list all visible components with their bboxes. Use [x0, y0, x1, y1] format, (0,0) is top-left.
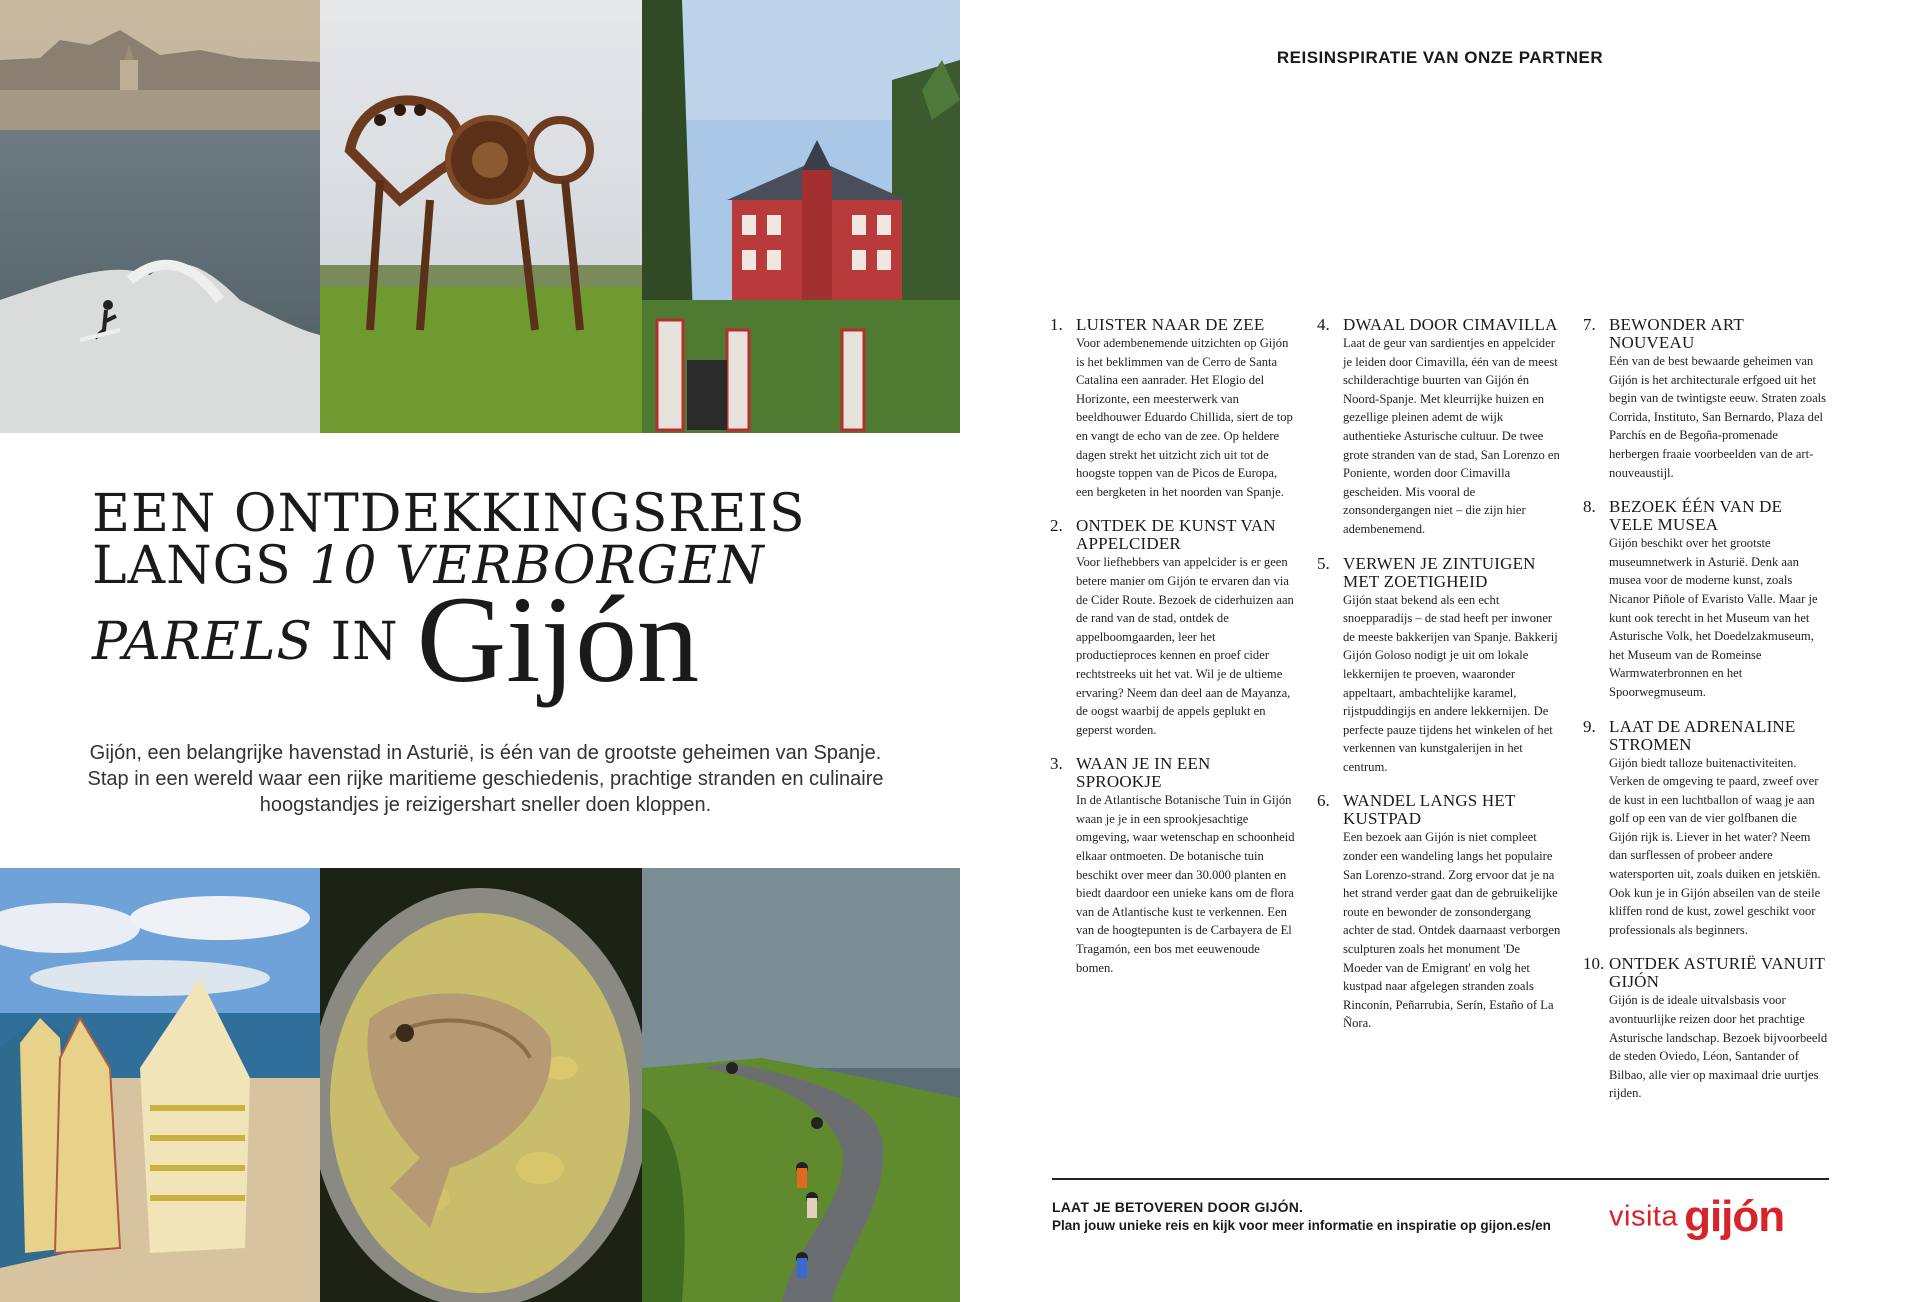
item-number: 10.	[1583, 954, 1605, 974]
item-text: Eén van de best bewaarde geheimen van Gijón is het architecturale erfgoed uit het begin van de twintigste eeuw. Straten zoals Corrida, Instituto, San Bernardo, Plaza del Parchís en de Begoña-promenade herbergen fraaie voorbeelden van de art-nouveaustijl.	[1609, 354, 1827, 480]
list-item	[1050, 755, 1295, 977]
list-item	[1317, 792, 1562, 1033]
photo-horse-sculpture	[320, 0, 642, 433]
logo-word-1: visita	[1609, 1200, 1679, 1233]
headline	[92, 484, 952, 708]
item-text: Voor liefhebbers van appelcider is er geen betere manier om Gijón te ervaren dan via de Cider Route. Bezoek de ciderhuizen aan de rand van de stad, ontdek de appelboomgaarden, leer het productieproces kennen en proef cider rechtstreeks uit het vat. Wil je de ultieme ervaring? Neem dan deel aan de Mayanza, de oogst waarbij de appels geplukt en geperst worden.	[1076, 555, 1294, 737]
list-item	[1583, 498, 1828, 701]
column-3	[1583, 316, 1828, 1119]
item-text: Voor adembenemende uitzichten op Gijón is het beklimmen van de Cerro de Santa Catalina een aanrader. Het Elogio del Horizonte, een meesterwerk van beeldhouwer Eduardo Chillida, siert de top en vangt de echo van de zee. Op heldere dagen strekt het uitzicht zich uit tot de hoogste toppen van de Picos de Europa, een bergketen in het noorden van Spanje.	[1076, 336, 1293, 499]
item-number: 9.	[1583, 716, 1596, 736]
list-item	[1583, 718, 1828, 940]
partner-label: REISINSPIRATIE VAN ONZE PARTNER	[1276, 48, 1604, 67]
item-number: 5.	[1317, 553, 1330, 573]
item-title: LAAT DE ADRENALINE STROMEN	[1609, 716, 1796, 754]
headline-line-3-a: PARELS	[92, 612, 314, 672]
item-title: VERWEN JE ZINTUIGEN MET ZOETIGHEID	[1343, 553, 1536, 591]
item-text: Gijón is de ideale uitvalsbasis voor avontuurlijke reizen door het prachtige Asturische landschap. Bezoek bijvoorbeeld de steden Oviedo, Léon, Santander of Bilbao, alle vier op maximaal drie uurtjes rijden.	[1609, 993, 1828, 1101]
list-item	[1050, 517, 1295, 739]
item-title: WANDEL LANGS HET KUSTPAD	[1343, 791, 1516, 829]
photo-palace	[642, 0, 960, 433]
item-title: BEWONDER ART NOUVEAU	[1609, 315, 1744, 352]
intro-text: Gijón, een belangrijke havenstad in Asturië, is één van de grootste geheimen van Spanje. Stap in een wereld waar een rijke maritieme geschiedenis, prachtige stranden en culinaire hoogstandjes je reizigershart sneller doen kloppen.	[87, 742, 884, 816]
headline-line-3-b: IN	[313, 612, 399, 672]
item-title: DWAAL DOOR CIMAVILLA	[1343, 315, 1558, 334]
footer-divider	[1052, 1178, 1829, 1180]
item-title: LUISTER NAAR DE ZEE	[1076, 315, 1265, 334]
logo-word-2: gijón	[1684, 1192, 1785, 1241]
item-number: 3.	[1050, 754, 1063, 774]
photo-beach-tents	[0, 868, 320, 1302]
item-text: In de Atlantische Botanische Tuin in Gijón waan je je in een sprookjesachtige omgeving, waar wetenschap en schoonheid elkaar ontmoeten. De botanische tuin beschikt over meer dan 30.000 planten en biedt daardoor een unieke kans om de flora van de Atlantische kust te verkennen. Een van de hoogtepunten is de Carbayera de El Tragamón, een bos met eeuwenoude bomen.	[1076, 793, 1295, 975]
item-number: 2.	[1050, 516, 1063, 536]
footer-title: LAAT JE BETOVEREN DOOR GIJÓN.	[1052, 1199, 1304, 1215]
item-number: 4.	[1317, 315, 1330, 334]
list-item	[1583, 316, 1828, 482]
item-number: 6.	[1317, 791, 1330, 811]
item-text: Gijón biedt talloze buitenactiviteiten. Verken de omgeving te paard, zweef over de kust in een luchtballon of waag je aan golf op een van de vier golfbanen die Gijón rijk is. Liever in het water? Neem dan surflessen of probeer andere watersporten uit, zoals duiken en jetskiën. Ook kun je in Gijón abseilen van de steile kliffen rond de kust, zowel geschikt voor professionals als beginners.	[1609, 755, 1821, 937]
list-item	[1583, 955, 1828, 1103]
item-number: 1.	[1050, 315, 1063, 334]
footer-text[interactable]: Plan jouw unieke reis en kijk voor meer informatie en inspiratie op gijon.es/en	[1052, 1218, 1551, 1233]
visita-gijon-logo	[1609, 1192, 1834, 1252]
photo-cyclists	[642, 868, 960, 1302]
item-title: ONTDEK DE KUNST VAN APPELCIDER	[1076, 516, 1276, 554]
item-text: Laat de geur van sardientjes en appelcider je leiden door Cimavilla, één van de meest schilderachtige buurten van Gijón én Noord-Spanje. Met kleurrijke huizen en gezellige pleinen ademt de wijk authentieke Asturische cultuur. De twee grote stranden van de stad, San Lorenzo en Poniente, worden door Cimavilla gescheiden. Mis vooral de zonsondergangen niet – die zijn hier adembenemend.	[1343, 336, 1560, 536]
item-text: Gijón beschikt over het grootste museumnetwerk in Asturië. Denk aan musea voor de moderne kunst, zoals Nicanor Piñole of Evaristo Valle. Maar je kunt ook terecht in het Museum van het Asturische Volk, het Doedelzakmuseum, het Museum van de Romeinse Warmwaterbronnen en het Spoorwegmuseum.	[1609, 536, 1818, 699]
photo-surfer	[0, 0, 320, 433]
item-title: WAAN JE IN EEN SPROOKJE	[1076, 754, 1211, 792]
list-item	[1317, 316, 1562, 539]
headline-line-2-b: 10 VERBORGEN	[309, 536, 765, 596]
item-text: Een bezoek aan Gijón is niet compleet zonder een wandeling langs het populaire San Lorenzo-strand. Zorg ervoor dat je na het strand verder gaat dan de gebruikelijke route en bewonder de zonsondergang achter de stad. Ontdek daarnaast verborgen sculpturen zoals het monument 'De Moeder van de Emigrant' en volg het kustpad naar afgelegen stranden zoals Rinconín, Peñarrubia, Serín, Estaño of La Ñora.	[1343, 830, 1561, 1031]
column-1	[1050, 316, 1295, 993]
headline-city: Gijón	[416, 571, 700, 708]
item-title: ONTDEK ASTURIË VANUIT GIJÓN	[1609, 954, 1825, 992]
headline-line-3	[92, 571, 952, 708]
list-item	[1050, 316, 1295, 501]
headline-line-2-a: LANGS	[92, 536, 310, 596]
item-text: Gijón staat bekend als een echt snoepparadijs – de stad heeft per inwoner de meeste bakkerijen van Spanje. Bakkerij Gijón Goloso nodigt je uit om lokale lekkernijen te proeven, waaronder appeltaart, ambachtelijke karamel, rijstpuddingijs en andere lekkernijen. De perfecte pauze tijdens het winkelen of het verkennen van kunstgalerijen in het centrum.	[1343, 592, 1558, 774]
headline-line-1: EEN ONTDEKKINGSREIS	[92, 484, 806, 544]
item-number: 7.	[1583, 315, 1596, 334]
item-number: 8.	[1583, 497, 1596, 517]
item-title: BEZOEK ÉÉN VAN DE VELE MUSEA	[1609, 497, 1783, 535]
photo-fish-dish	[320, 868, 642, 1302]
column-2	[1317, 316, 1562, 1049]
list-item	[1317, 555, 1562, 777]
